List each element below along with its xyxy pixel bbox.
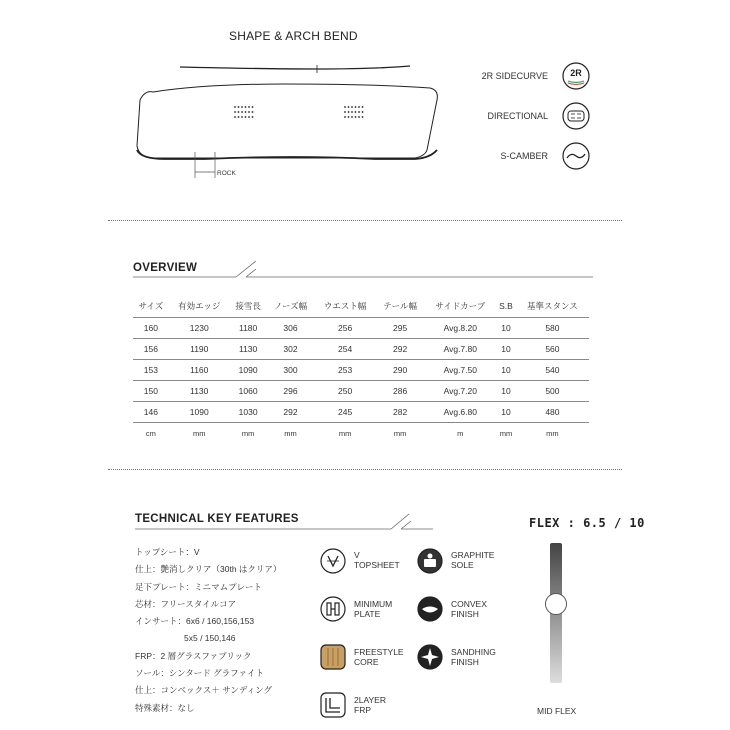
- table-cell: 282: [376, 401, 425, 422]
- tech-label-2layer-frp: [354, 695, 386, 715]
- table-cell: 253: [314, 359, 375, 380]
- table-cell: 1160: [169, 359, 230, 380]
- table-row: [133, 317, 589, 338]
- table-row: [133, 401, 589, 422]
- table-cell: 1180: [230, 317, 267, 338]
- table-cell: 1030: [230, 401, 267, 422]
- table-cell: 156: [133, 338, 169, 359]
- table-cell: Avg.8.20: [424, 317, 496, 338]
- tech-label-graphite-sole: [451, 550, 494, 570]
- 2layer-frp-icon: [320, 692, 346, 718]
- table-cell: 480: [516, 401, 589, 422]
- spec-sole: ソール：シンタード グラファイト: [135, 668, 264, 679]
- board-shape-diagram: [125, 60, 455, 185]
- table-cell: 10: [496, 359, 516, 380]
- tech-label-sanding-finish: [451, 647, 496, 667]
- table-cell: 540: [516, 359, 589, 380]
- tech-label-v-topsheet: [354, 550, 400, 570]
- table-cell: 1130: [230, 338, 267, 359]
- table-cell: 302: [266, 338, 314, 359]
- 2r-icon-text: 2R: [570, 68, 582, 78]
- spec-sole-finish: 仕上：コンベックス＋ サンディング: [135, 685, 273, 696]
- col-header-stance: 基準スタンス: [516, 296, 589, 317]
- table-cell: 306: [266, 317, 314, 338]
- table-cell: 580: [516, 317, 589, 338]
- shape-section-title: SHAPE & ARCH BEND: [229, 29, 358, 43]
- overview-title-rule: [133, 258, 593, 282]
- table-cell: 1090: [169, 401, 230, 422]
- spec-insert-2: 5x5 / 150,146: [184, 633, 236, 644]
- table-cell: Avg.7.50: [424, 359, 496, 380]
- tech-label-line1: V: [354, 550, 360, 560]
- table-cell: 1130: [169, 380, 230, 401]
- unit-cell: mm: [192, 428, 206, 438]
- table-cell: 146: [133, 401, 169, 422]
- table-cell: 292: [376, 338, 425, 359]
- tech-label-line1: CONVEX: [451, 599, 487, 609]
- tech-label-line1: FREESTYLE: [354, 647, 404, 657]
- flex-rating-title: FLEX : 6.5 / 10: [529, 516, 645, 530]
- tech-label-line1: SANDHING: [451, 647, 496, 657]
- unit-cell: mm: [241, 428, 255, 438]
- tech-label-line2: FRP: [354, 705, 371, 715]
- tech-title-rule: [135, 510, 435, 534]
- freestyle-core-icon: [320, 644, 346, 670]
- spec-core: 芯材：フリースタイルコア: [135, 598, 237, 609]
- minimum-plate-icon: [320, 596, 346, 622]
- spec-special-material: 特殊素材：なし: [135, 702, 195, 713]
- table-cell: 10: [496, 338, 516, 359]
- tech-label-line1: MINIMUM: [354, 599, 393, 609]
- 2r-sidecurve-icon: [562, 62, 590, 90]
- feature-label-directional: DIRECTIONAL: [487, 111, 548, 121]
- convex-finish-icon: [417, 596, 443, 622]
- col-header-waist-width: ウエスト幅: [314, 296, 375, 317]
- sanding-finish-icon: [417, 644, 443, 670]
- flex-indicator-knob: [545, 593, 567, 615]
- col-header-tail-width: テール幅: [376, 296, 425, 317]
- tech-label-line1: GRAPHITE: [451, 550, 495, 560]
- col-header-size: サイズ: [133, 296, 169, 317]
- col-header-sidecurve: サイドカーブ: [424, 296, 496, 317]
- table-cell: Avg.6.80: [424, 401, 496, 422]
- overview-title: OVERVIEW: [133, 262, 198, 274]
- table-cell: 286: [376, 380, 425, 401]
- table-row: [133, 359, 589, 380]
- tech-label-minimum-plate: [354, 599, 392, 619]
- directional-icon: [562, 102, 590, 130]
- table-cell: 290: [376, 359, 425, 380]
- flex-rating-label: MID FLEX: [537, 706, 577, 716]
- unit-cell: mm: [338, 428, 352, 438]
- unit-cell: mm: [393, 428, 407, 438]
- unit-cell: mm: [499, 428, 513, 438]
- table-cell: 295: [376, 317, 425, 338]
- feature-label-s-camber: S-CAMBER: [500, 151, 548, 161]
- table-cell: 1060: [230, 380, 267, 401]
- rock-label: ROCK: [217, 170, 236, 177]
- units-row: [133, 422, 589, 444]
- table-cell: 1090: [230, 359, 267, 380]
- s-camber-icon: [562, 142, 590, 170]
- unit-cell: mm: [546, 428, 559, 438]
- feature-label-2r-sidecurve: 2R SIDECURVE: [481, 71, 548, 81]
- graphite-sole-icon: [417, 548, 443, 574]
- spec-frp: FRP：2 層グラスファブリック: [135, 650, 252, 661]
- table-cell: 1230: [169, 317, 230, 338]
- tech-label-line1: 2LAYER: [354, 695, 386, 705]
- unit-cell: m: [457, 428, 464, 438]
- table-row: [133, 338, 589, 359]
- table-cell: 245: [314, 401, 375, 422]
- tech-title: TECHNICAL KEY FEATURES: [135, 513, 299, 525]
- table-cell: 1190: [169, 338, 230, 359]
- table-cell: 296: [266, 380, 314, 401]
- table-cell: 300: [266, 359, 314, 380]
- spec-finish: 仕上：艶消しクリア（30th はクリア）: [135, 564, 282, 575]
- table-cell: 153: [133, 359, 169, 380]
- table-cell: 10: [496, 317, 516, 338]
- table-cell: 10: [496, 401, 516, 422]
- tech-label-line2: FINISH: [451, 657, 479, 667]
- table-cell: 256: [314, 317, 375, 338]
- spec-table-header-row: [133, 296, 589, 317]
- table-row: [133, 380, 589, 401]
- tech-label-line2: TOPSHEET: [354, 560, 400, 570]
- table-cell: 500: [516, 380, 589, 401]
- table-cell: 160: [133, 317, 169, 338]
- spec-table: [133, 296, 589, 444]
- table-cell: 560: [516, 338, 589, 359]
- table-cell: Avg.7.20: [424, 380, 496, 401]
- col-header-nose-width: ノーズ幅: [266, 296, 314, 317]
- table-cell: 254: [314, 338, 375, 359]
- tech-label-freestyle-core: [354, 647, 404, 667]
- table-cell: Avg.7.80: [424, 338, 496, 359]
- col-header-setback: S.B: [496, 296, 516, 317]
- tech-label-convex-finish: [451, 599, 487, 619]
- table-cell: 150: [133, 380, 169, 401]
- spec-insert: インサート：6x6 / 160,156,153: [135, 616, 255, 627]
- unit-cell: cm: [145, 428, 156, 438]
- tech-label-line2: CORE: [354, 657, 379, 667]
- tech-label-line2: PLATE: [354, 609, 381, 619]
- col-header-contact-length: 接雪長: [230, 296, 267, 317]
- col-header-effective-edge: 有効エッジ: [169, 296, 230, 317]
- tech-label-line2: FINISH: [451, 609, 479, 619]
- spec-plate: 足下プレート：ミニマムプレート: [135, 581, 262, 592]
- unit-cell: mm: [284, 428, 297, 438]
- spec-topsheet: トップシート：V: [135, 547, 200, 557]
- spec-list: [135, 544, 281, 717]
- tech-label-line2: SOLE: [451, 560, 474, 570]
- table-cell: 10: [496, 380, 516, 401]
- section-divider-2: [108, 469, 622, 470]
- table-cell: 292: [266, 401, 314, 422]
- section-divider-1: [108, 220, 622, 221]
- v-topsheet-icon: [320, 548, 346, 574]
- table-cell: 250: [314, 380, 375, 401]
